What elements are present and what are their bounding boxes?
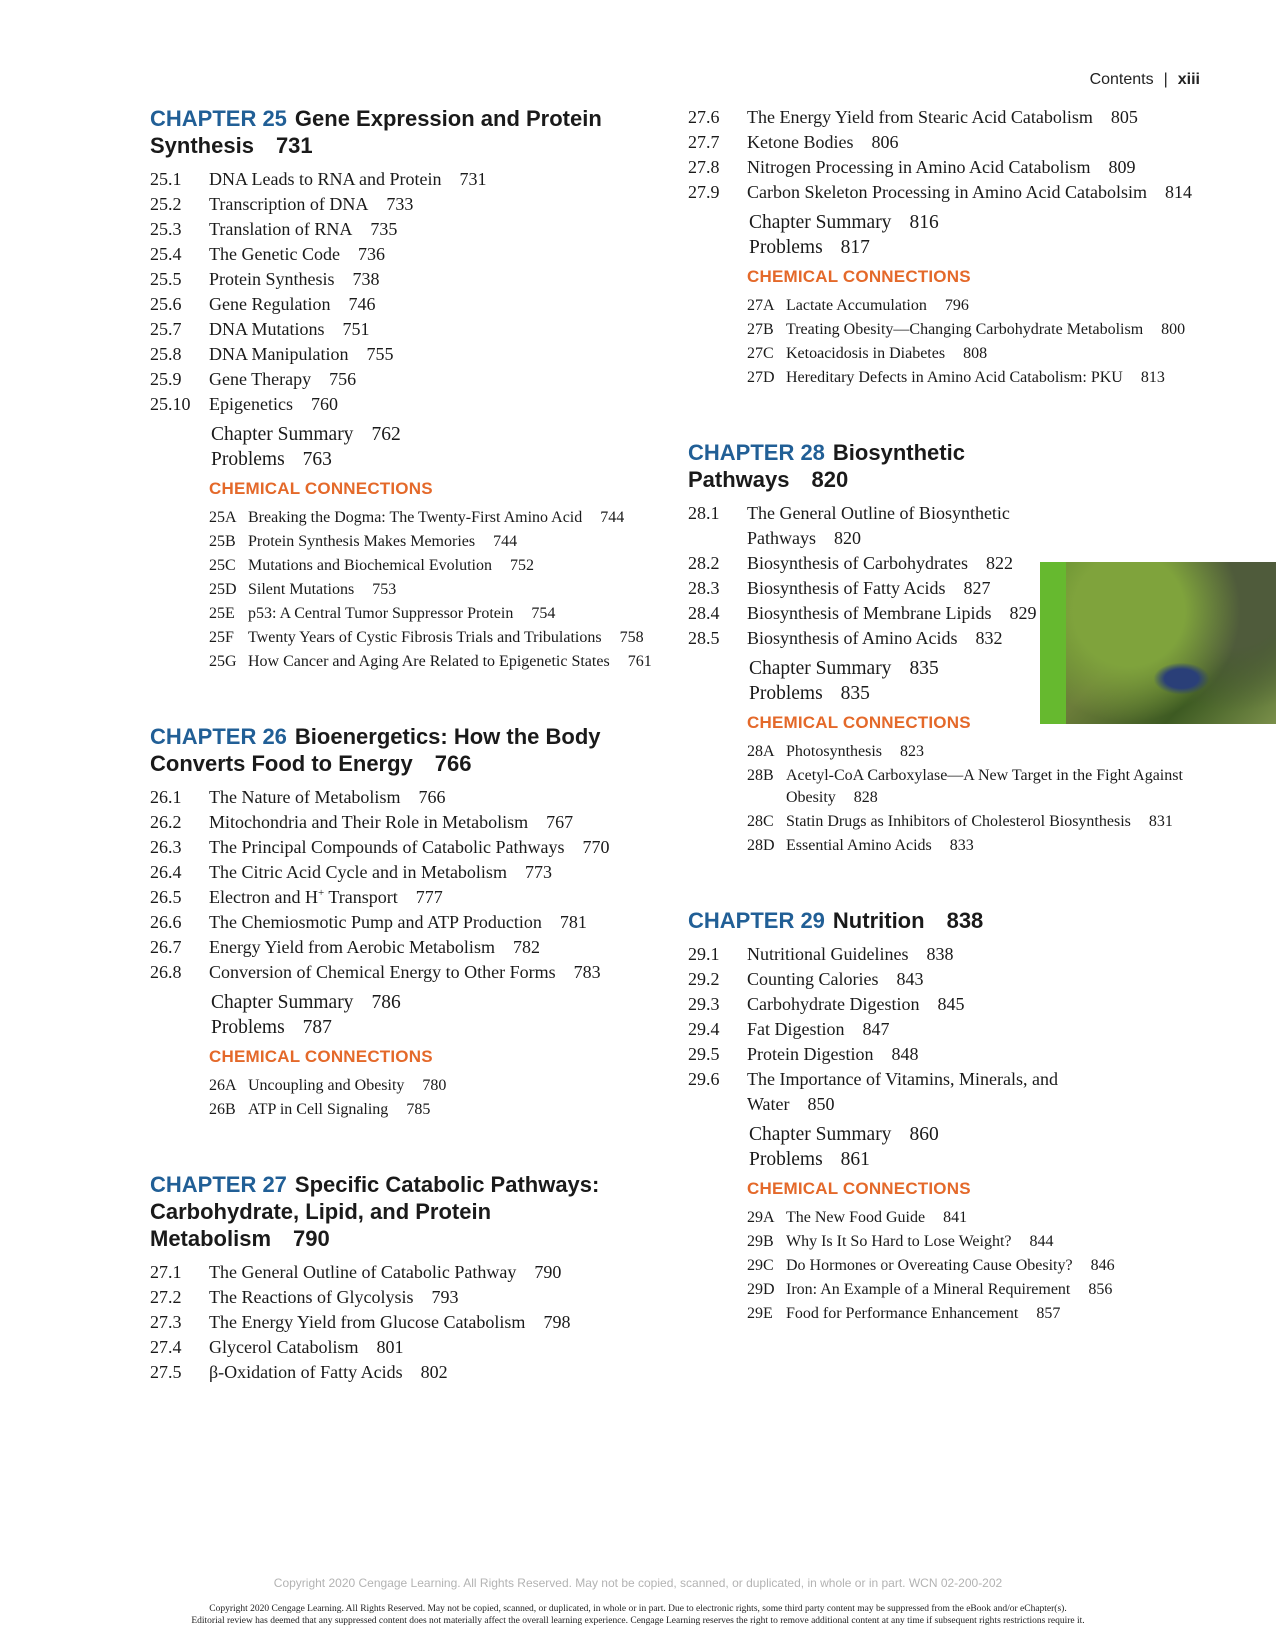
header-page-number: xiii xyxy=(1177,71,1200,88)
toc-entry[interactable]: 28.3 Biosynthesis of Fatty Acids 827 xyxy=(688,578,991,598)
chemical-connections-heading: CHEMICAL CONNECTIONS xyxy=(747,713,971,732)
chemical-connections-heading: CHEMICAL CONNECTIONS xyxy=(209,1047,433,1066)
connection-entry[interactable]: 28A Photosynthesis 823 xyxy=(747,743,925,760)
toc-entry[interactable]: 29.2 Counting Calories 843 xyxy=(688,969,924,989)
connection-entry[interactable]: 29C Do Hormones or Overeating Cause Obesity? 846 xyxy=(747,1257,1115,1274)
connection-entry[interactable]: 28C Statin Drugs as Inhibitors of Cholesterol Biosynthesis 831 xyxy=(747,813,1173,830)
running-header: Contents | xiii xyxy=(1089,71,1200,88)
problems-entry[interactable]: Problems 835 xyxy=(749,683,870,704)
toc-entry[interactable]: 26.3 The Principal Compounds of Catabolic Pathways 770 xyxy=(150,837,610,857)
chemical-connections-heading: CHEMICAL CONNECTIONS xyxy=(747,1179,971,1198)
chapter-summary-entry[interactable]: Chapter Summary 835 xyxy=(749,658,939,679)
toc-entry[interactable]: 27.1 The General Outline of Catabolic Pathway 790 xyxy=(150,1262,562,1282)
chapter-29 xyxy=(688,907,1228,1325)
connection-entry[interactable]: 27D Hereditary Defects in Amino Acid Catabolism: PKU 813 xyxy=(747,369,1165,386)
connection-entry[interactable]: 25E p53: A Central Tumor Suppressor Protein 754 xyxy=(209,605,556,622)
toc-entry[interactable]: 25.7 DNA Mutations 751 xyxy=(150,319,370,339)
connection-entry[interactable]: 29D Iron: An Example of a Mineral Requirement 856 xyxy=(747,1281,1113,1298)
chapter-photo xyxy=(1040,562,1276,724)
toc-entry[interactable]: 27.4 Glycerol Catabolism 801 xyxy=(150,1337,404,1357)
toc-entry[interactable]: 25.1 DNA Leads to RNA and Protein 731 xyxy=(150,169,487,189)
toc-entry[interactable]: 25.4 The Genetic Code 736 xyxy=(150,244,385,264)
toc-entry[interactable]: 26.4 The Citric Acid Cycle and in Metabolism 773 xyxy=(150,862,552,882)
grass-water-photo xyxy=(1066,562,1276,724)
toc-entry[interactable]: 29.6 The Importance of Vitamins, Minerals, and Water 850 xyxy=(688,1069,1059,1114)
toc-entry[interactable]: 28.4 Biosynthesis of Membrane Lipids 829 xyxy=(688,603,1037,623)
toc-entry[interactable]: 25.2 Transcription of DNA 733 xyxy=(150,194,414,214)
toc-entry[interactable]: 25.6 Gene Regulation 746 xyxy=(150,294,376,314)
toc-entry[interactable]: 25.3 Translation of RNA 735 xyxy=(150,219,398,239)
problems-entry[interactable]: Problems 817 xyxy=(749,237,870,258)
toc-entry[interactable]: 27.7 Ketone Bodies 806 xyxy=(688,132,899,152)
problems-entry[interactable]: Problems 763 xyxy=(211,449,332,470)
left-column xyxy=(150,105,670,1399)
toc-entry[interactable]: 25.5 Protein Synthesis 738 xyxy=(150,269,380,289)
chemical-connections-heading: CHEMICAL CONNECTIONS xyxy=(747,267,971,286)
toc-entry[interactable]: 28.2 Biosynthesis of Carbohydrates 822 xyxy=(688,553,1013,573)
chapter-25 xyxy=(150,105,670,673)
green-accent-bar xyxy=(1040,562,1066,724)
chapter-summary-entry[interactable]: Chapter Summary 786 xyxy=(211,992,401,1013)
problems-entry[interactable]: Problems 787 xyxy=(211,1017,332,1038)
toc-entry[interactable]: 26.5 Electron and H+ Transport 777 xyxy=(150,887,443,907)
connection-entry[interactable]: 25G How Cancer and Aging Are Related to Epigenetic States 761 xyxy=(209,653,652,670)
toc-entry[interactable]: 26.7 Energy Yield from Aerobic Metabolism 782 xyxy=(150,937,540,957)
toc-entry[interactable]: 27.5 β-Oxidation of Fatty Acids 802 xyxy=(150,1362,448,1382)
chapter-27-continued xyxy=(688,105,1228,389)
problems-entry[interactable]: Problems 861 xyxy=(749,1149,870,1170)
chapter-27 xyxy=(150,1171,670,1385)
toc-entry[interactable]: 25.8 DNA Manipulation 755 xyxy=(150,344,394,364)
copyright-notice: Copyright 2020 Cengage Learning. All Rights Reserved. May not be copied, scanned, or duplicated, in whole or in part. Due to electronic rights, some third party content may be suppressed from the eBook and/or eChapter(s). Editorial review has deemed that any suppressed content does not materially affect the overall learning experience. Cengage Learning reserves the right to remove additional content at any time if subsequent rights restrictions require it. xyxy=(191,1604,1085,1626)
connection-entry[interactable]: 25A Breaking the Dogma: The Twenty-First Amino Acid 744 xyxy=(209,509,625,526)
header-label: Contents xyxy=(1089,71,1154,88)
connection-entry[interactable]: 28D Essential Amino Acids 833 xyxy=(747,837,974,854)
chapter-summary-entry[interactable]: Chapter Summary 860 xyxy=(749,1124,939,1145)
toc-entry[interactable]: 26.2 Mitochondria and Their Role in Metabolism 767 xyxy=(150,812,574,832)
toc-entry[interactable]: 26.1 The Nature of Metabolism 766 xyxy=(150,787,446,807)
toc-entry[interactable]: 27.8 Nitrogen Processing in Amino Acid Catabolism 809 xyxy=(688,157,1136,177)
chemical-connections-heading: CHEMICAL CONNECTIONS xyxy=(209,479,433,498)
toc-entry[interactable]: 29.4 Fat Digestion 847 xyxy=(688,1019,890,1039)
chapter-summary-entry[interactable]: Chapter Summary 816 xyxy=(749,212,939,233)
toc-entry[interactable]: 26.6 The Chemiosmotic Pump and ATP Production 781 xyxy=(150,912,587,932)
chapter-title[interactable]: CHAPTER 26 Bioenergetics: How the Body Converts Food to Energy 766 xyxy=(150,724,601,776)
connection-entry[interactable]: 27B Treating Obesity—Changing Carbohydrate Metabolism 800 xyxy=(747,321,1186,338)
toc-entry[interactable]: 27.9 Carbon Skeleton Processing in Amino Acid Catabolsim 814 xyxy=(688,182,1192,202)
toc-entry[interactable]: 27.6 The Energy Yield from Stearic Acid Catabolism 805 xyxy=(688,107,1138,127)
connection-entry[interactable]: 29E Food for Performance Enhancement 857 xyxy=(747,1305,1061,1322)
copyright-watermark: Copyright 2020 Cengage Learning. All Rights Reserved. May not be copied, scanned, or duplicated, in whole or in part. WCN 02-200-202 xyxy=(273,1576,1003,1590)
connection-entry[interactable]: 26B ATP in Cell Signaling 785 xyxy=(209,1101,431,1118)
chapter-26 xyxy=(150,723,670,1121)
connection-entry[interactable]: 27A Lactate Accumulation 796 xyxy=(747,297,969,314)
toc-entry[interactable]: 25.9 Gene Therapy 756 xyxy=(150,369,357,389)
toc-entry[interactable]: 28.1 The General Outline of Biosynthetic Pathways 820 xyxy=(688,503,1010,548)
connection-entry[interactable]: 25D Silent Mutations 753 xyxy=(209,581,397,598)
toc-entry[interactable]: 27.2 The Reactions of Glycolysis 793 xyxy=(150,1287,459,1307)
connection-entry[interactable]: 29B Why Is It So Hard to Lose Weight? 844 xyxy=(747,1233,1054,1250)
toc-entry[interactable]: 29.3 Carbohydrate Digestion 845 xyxy=(688,994,965,1014)
connection-entry[interactable]: 28B Acetyl-CoA Carboxylase—A New Target in the Fight Against Obesity 828 xyxy=(747,767,1183,806)
chapter-title[interactable]: CHAPTER 25 Gene Expression and Protein Synthesis 731 xyxy=(150,106,602,158)
toc-entry[interactable]: 29.1 Nutritional Guidelines 838 xyxy=(688,944,954,964)
toc-entry[interactable]: 27.3 The Energy Yield from Glucose Catabolism 798 xyxy=(150,1312,571,1332)
connection-entry[interactable]: 25F Twenty Years of Cystic Fibrosis Trials and Tribulations 758 xyxy=(209,629,644,646)
connection-entry[interactable]: 25C Mutations and Biochemical Evolution 752 xyxy=(209,557,534,574)
toc-entry[interactable]: 25.10 Epigenetics 760 xyxy=(150,394,338,414)
toc-entry[interactable]: 28.5 Biosynthesis of Amino Acids 832 xyxy=(688,628,1003,648)
connection-entry[interactable]: 25B Protein Synthesis Makes Memories 744 xyxy=(209,533,518,550)
connection-entry[interactable]: 26A Uncoupling and Obesity 780 xyxy=(209,1077,447,1094)
chapter-title[interactable]: CHAPTER 28 Biosynthetic Pathways 820 xyxy=(688,440,965,492)
connection-entry[interactable]: 27C Ketoacidosis in Diabetes 808 xyxy=(747,345,988,362)
chapter-title[interactable]: CHAPTER 27 Specific Catabolic Pathways: Carbohydrate, Lipid, and Protein Metabolism 790 xyxy=(150,1172,600,1251)
toc-entry[interactable]: 26.8 Conversion of Chemical Energy to Other Forms 783 xyxy=(150,962,601,982)
connection-entry[interactable]: 29A The New Food Guide 841 xyxy=(747,1209,968,1226)
chapter-title[interactable]: CHAPTER 29 Nutrition 838 xyxy=(688,908,984,933)
chapter-summary-entry[interactable]: Chapter Summary 762 xyxy=(211,424,401,445)
toc-entry[interactable]: 29.5 Protein Digestion 848 xyxy=(688,1044,919,1064)
